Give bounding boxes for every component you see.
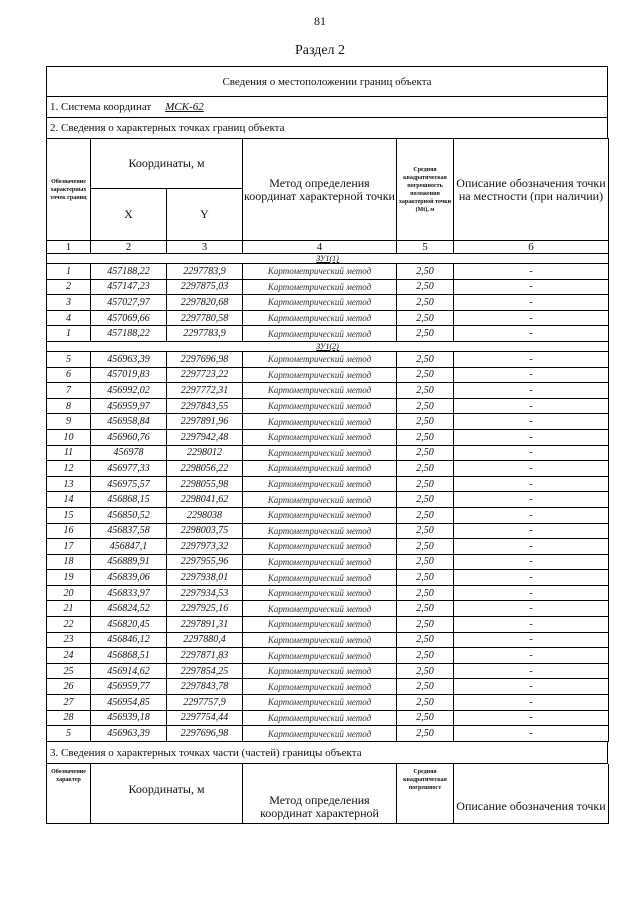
coord-y: 2297934,53 [167,585,243,601]
group-row [47,341,609,351]
coordinate-system-row [46,96,608,117]
description: - [454,663,609,679]
col-number: 2 [91,241,167,254]
description: - [454,383,609,399]
error-value: 2,50 [397,279,454,295]
point-number: 15 [47,507,91,523]
coord-y: 2297875,03 [167,279,243,295]
coord-x: 457069,66 [91,310,167,326]
table-row [47,710,609,726]
coord-y: 2298041,62 [167,492,243,508]
point-number: 3 [47,295,91,311]
coord-x: 457027,97 [91,295,167,311]
error-value: 2,50 [397,461,454,477]
description: - [454,648,609,664]
error-value: 2,50 [397,585,454,601]
method: Картометрический метод [243,695,397,711]
table-row [47,632,609,648]
description: - [454,492,609,508]
coord-x: 456939,18 [91,710,167,726]
coord-y: 2297891,96 [167,414,243,430]
error-value: 2,50 [397,617,454,633]
method: Картометрический метод [243,264,397,280]
point-number: 11 [47,445,91,461]
coord-x: 456847,1 [91,539,167,555]
point-number: 13 [47,476,91,492]
description: - [454,726,609,742]
col-number: 1 [47,241,91,254]
parts-header-designation: Обозначение характер [47,764,91,824]
coord-y: 2297854,25 [167,663,243,679]
description: - [454,264,609,280]
point-number: 16 [47,523,91,539]
description: - [454,585,609,601]
coord-x: 457019,83 [91,367,167,383]
header-coordinates: Координаты, м [91,139,243,189]
coord-y: 2297843,55 [167,398,243,414]
description: - [454,523,609,539]
parts-table [46,764,609,825]
coordinate-system-label: 1. Система координат [50,101,152,113]
parts-caption: 3. Сведения о характерных точках части (частей) границы объекта [46,742,608,764]
point-number: 18 [47,554,91,570]
method: Картометрический метод [243,663,397,679]
coord-y: 2297955,96 [167,554,243,570]
coord-x: 457147,23 [91,279,167,295]
method: Картометрический метод [243,367,397,383]
coord-x: 456868,15 [91,492,167,508]
point-number: 24 [47,648,91,664]
header-x: X [91,189,167,241]
method: Картометрический метод [243,726,397,742]
document-frame [46,66,608,824]
coord-x: 456958,84 [91,414,167,430]
point-number: 4 [47,310,91,326]
error-value: 2,50 [397,310,454,326]
method: Картометрический метод [243,310,397,326]
point-number: 1 [47,264,91,280]
coord-x: 457188,22 [91,326,167,342]
coord-y: 2297696,98 [167,351,243,367]
point-number: 10 [47,429,91,445]
description: - [454,570,609,586]
method: Картометрический метод [243,601,397,617]
col-number: 4 [243,241,397,254]
coordinate-system-value: МСК-62 [165,101,204,113]
table-row [47,383,609,399]
coord-y: 2297871,83 [167,648,243,664]
table-row [47,507,609,523]
col-number: 3 [167,241,243,254]
error-value: 2,50 [397,695,454,711]
table-row [47,476,609,492]
coord-x: 456846,12 [91,632,167,648]
coord-x: 457188,22 [91,264,167,280]
description: - [454,601,609,617]
group-label: ЗУ1(1) [47,254,609,264]
table-row [47,726,609,742]
description: - [454,429,609,445]
point-number: 27 [47,695,91,711]
error-value: 2,50 [397,367,454,383]
coord-x: 456959,77 [91,679,167,695]
error-value: 2,50 [397,476,454,492]
error-value: 2,50 [397,414,454,430]
coord-y: 2297783,9 [167,264,243,280]
coord-y: 2297780,58 [167,310,243,326]
coord-x: 456833,97 [91,585,167,601]
coord-y: 2297925,16 [167,601,243,617]
description: - [454,398,609,414]
description: - [454,351,609,367]
coord-x: 456868,51 [91,648,167,664]
point-number: 9 [47,414,91,430]
coord-y: 2297696,98 [167,726,243,742]
description: - [454,295,609,311]
points-table [46,138,609,742]
table-row [47,398,609,414]
table-row [47,523,609,539]
description: - [454,710,609,726]
table-row [47,414,609,430]
parts-header-coordinates: Координаты, м [91,764,243,824]
method: Картометрический метод [243,585,397,601]
coord-y: 2297973,32 [167,539,243,555]
header-method: Метод определения координат характерной точки [243,139,397,241]
coord-x: 456959,97 [91,398,167,414]
coord-x: 456963,39 [91,351,167,367]
method: Картометрический метод [243,710,397,726]
point-number: 25 [47,663,91,679]
coord-x: 456837,58 [91,523,167,539]
error-value: 2,50 [397,710,454,726]
error-value: 2,50 [397,445,454,461]
table-row [47,570,609,586]
table-row [47,663,609,679]
description: - [454,554,609,570]
coord-y: 2297891,31 [167,617,243,633]
col-number: 6 [454,241,609,254]
coord-x: 456960,76 [91,429,167,445]
method: Картометрический метод [243,679,397,695]
coord-x: 456820,45 [91,617,167,633]
point-number: 23 [47,632,91,648]
coord-x: 456963,39 [91,726,167,742]
table-row [47,295,609,311]
doc-title: Сведения о местоположении границ объекта [46,66,608,96]
table-row [47,310,609,326]
error-value: 2,50 [397,429,454,445]
coord-y: 2297942,48 [167,429,243,445]
point-number: 17 [47,539,91,555]
error-value: 2,50 [397,492,454,508]
description: - [454,632,609,648]
error-value: 2,50 [397,539,454,555]
table-row [47,279,609,295]
coord-y: 2297772,31 [167,383,243,399]
description: - [454,507,609,523]
description: - [454,617,609,633]
table-row [47,695,609,711]
error-value: 2,50 [397,726,454,742]
coord-y: 2297880,4 [167,632,243,648]
coord-x: 456977,33 [91,461,167,477]
method: Картометрический метод [243,648,397,664]
description: - [454,476,609,492]
header-designation: Обозначение характерных точек границ [47,139,91,241]
method: Картометрический метод [243,523,397,539]
method: Картометрический метод [243,632,397,648]
coord-y: 2298055,98 [167,476,243,492]
method: Картометрический метод [243,295,397,311]
table-row [47,539,609,555]
point-number: 8 [47,398,91,414]
table-row [47,461,609,477]
table-row [47,679,609,695]
coord-x: 456839,06 [91,570,167,586]
point-number: 1 [47,326,91,342]
coord-x: 456954,85 [91,695,167,711]
point-number: 14 [47,492,91,508]
table-row [47,445,609,461]
coord-x: 456914,62 [91,663,167,679]
parts-header-error: Средняя квадратическая погрешност [397,764,454,824]
error-value: 2,50 [397,648,454,664]
description: - [454,310,609,326]
column-numbers-row [47,241,609,254]
error-value: 2,50 [397,679,454,695]
error-value: 2,50 [397,601,454,617]
points-caption: 2. Сведения о характерных точках границ объекта [46,117,608,138]
table-row [47,351,609,367]
coord-x: 456978 [91,445,167,461]
coord-y: 2298056,22 [167,461,243,477]
error-value: 2,50 [397,351,454,367]
table-row [47,601,609,617]
table-row [47,648,609,664]
method: Картометрический метод [243,326,397,342]
point-number: 12 [47,461,91,477]
description: - [454,695,609,711]
table-row [47,367,609,383]
error-value: 2,50 [397,295,454,311]
group-row [47,254,609,264]
coord-y: 2297820,68 [167,295,243,311]
method: Картометрический метод [243,351,397,367]
page-number: 81 [314,14,326,28]
description: - [454,539,609,555]
method: Картометрический метод [243,279,397,295]
method: Картометрический метод [243,617,397,633]
method: Картометрический метод [243,507,397,523]
point-number: 5 [47,726,91,742]
method: Картометрический метод [243,461,397,477]
table-row [47,264,609,280]
coord-x: 456975,57 [91,476,167,492]
coord-y: 2298038 [167,507,243,523]
point-number: 28 [47,710,91,726]
point-number: 19 [47,570,91,586]
error-value: 2,50 [397,554,454,570]
error-value: 2,50 [397,264,454,280]
group-label: ЗУ1(2) [47,341,609,351]
point-number: 21 [47,601,91,617]
error-value: 2,50 [397,663,454,679]
coord-y: 2297783,9 [167,326,243,342]
description: - [454,461,609,477]
error-value: 2,50 [397,398,454,414]
coord-y: 2297757,9 [167,695,243,711]
coord-y: 2298012 [167,445,243,461]
coord-x: 456992,02 [91,383,167,399]
method: Картометрический метод [243,398,397,414]
method: Картометрический метод [243,492,397,508]
error-value: 2,50 [397,383,454,399]
method: Картометрический метод [243,539,397,555]
table-row [47,492,609,508]
point-number: 20 [47,585,91,601]
description: - [454,367,609,383]
point-number: 5 [47,351,91,367]
method: Картометрический метод [243,445,397,461]
table-row [47,617,609,633]
method: Картометрический метод [243,414,397,430]
col-number: 5 [397,241,454,254]
description: - [454,326,609,342]
point-number: 2 [47,279,91,295]
table-row [47,585,609,601]
point-number: 7 [47,383,91,399]
coord-y: 2298003,75 [167,523,243,539]
coord-x: 456824,52 [91,601,167,617]
section-title: Раздел 2 [294,43,346,58]
point-number: 6 [47,367,91,383]
method: Картометрический метод [243,570,397,586]
method: Картометрический метод [243,429,397,445]
point-number: 22 [47,617,91,633]
method: Картометрический метод [243,383,397,399]
method: Картометрический метод [243,476,397,492]
coord-y: 2297723,22 [167,367,243,383]
header-error: Средняя квадратическая погрешность положения характерной точки (Mt), м [397,139,454,241]
method: Картометрический метод [243,554,397,570]
coord-x: 456889,91 [91,554,167,570]
error-value: 2,50 [397,570,454,586]
coord-y: 2297843,78 [167,679,243,695]
table-row [47,429,609,445]
parts-header-method: Метод определения координат характерной [243,764,397,824]
coord-y: 2297938,01 [167,570,243,586]
error-value: 2,50 [397,326,454,342]
description: - [454,414,609,430]
coord-x: 456850,52 [91,507,167,523]
error-value: 2,50 [397,523,454,539]
header-description: Описание обозначения точки на местности (при наличии) [454,139,609,241]
table-row [47,326,609,342]
parts-header-description: Описание обозначения точки [454,764,609,824]
error-value: 2,50 [397,507,454,523]
table-row [47,554,609,570]
description: - [454,679,609,695]
description: - [454,279,609,295]
header-y: Y [167,189,243,241]
point-number: 26 [47,679,91,695]
description: - [454,445,609,461]
error-value: 2,50 [397,632,454,648]
coord-y: 2297754,44 [167,710,243,726]
